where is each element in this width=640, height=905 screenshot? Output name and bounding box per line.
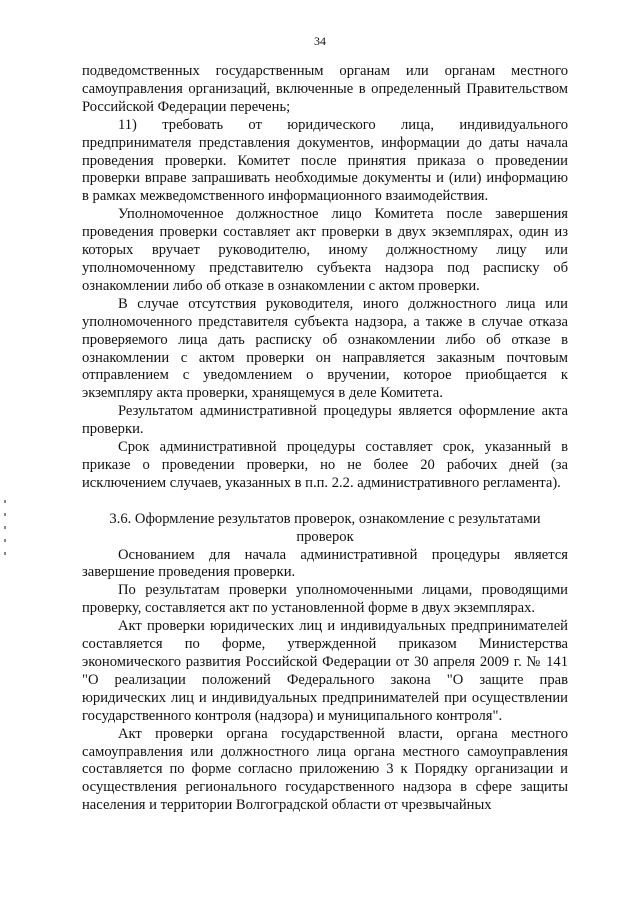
page-number: 34 <box>314 34 326 48</box>
section-heading: 3.6. Оформление результатов проверок, ознакомление с результатами проверок <box>109 510 541 545</box>
paragraph: В случае отсутствия руководителя, иного должностного лица или уполномоченного представителя субъекта надзора, а также в случае отказа проверяемого лица дать расписку об ознакомлении либо об отказе в ознакомлении с актом проверки он направляется заказным почтовым отправлением с уведомлением о вручении, которое приобщается к экземпляру акта проверки, хранящемуся в деле Комитета. <box>82 295 568 402</box>
paragraph: Акт проверки органа государственной власти, органа местного самоуправления или должностного лица органа местного самоуправления составляется по форме согласно приложению 3 к Порядку организации и осуществления регионального государственного надзора в сфере защиты населения и территории Волгоградской области от чрезвычайных <box>82 725 568 814</box>
paragraph: Срок административной процедуры составляет срок, указанный в приказе о проведении проверки, но не более 20 рабочих дней (за исключением случаев, указанных в п.п. 2.2. административного регламента). <box>82 439 568 491</box>
paragraph: Акт проверки юридических лиц и индивидуальных предпринимателей составляется по форме, утвержденной приказом Министерства экономического развития Российской Федерации от 30 апреля 2009 г. № 141 "О реализации положений Федерального закона "О защите прав юридических лиц и индивидуальных предпринимателей при осуществлении государственного контроля (надзора) и муниципального контроля". <box>82 618 568 724</box>
paragraph: Уполномоченное должностное лицо Комитета после завершения проведения проверки составляет акт проверки в двух экземплярах, один из которых вручает руководителю, иному должностному лицу или уполномоченному представителю субъекта надзора под расписку об ознакомлении либо об отказе в ознакомлении с актом проверки. <box>82 206 568 294</box>
document-body <box>82 63 568 815</box>
paragraph: Основанием для начала административной процедуры является завершение проведения проверки. <box>82 546 568 581</box>
paragraph: 11) требовать от юридического лица, индивидуального предпринимателя представления документов, информации до даты начала проведения проверки. Комитет после принятия приказа о проведении проверки вправе запрашивать необходимые документы и (или) информацию в рамках межведомственного информационного взаимодействия. <box>82 116 568 205</box>
paragraph: По результатам проверки уполномоченными лицами, проводящими проверку, составляется акт по установленной форме в двух экземплярах. <box>82 582 568 617</box>
paragraph: подведомственных государственным органам или органам местного самоуправления организаций, включенные в определенный Правительством Российской Федерации перечень; <box>82 63 568 115</box>
margin-marks <box>4 500 8 565</box>
paragraph: Результатом административной процедуры является оформление акта проверки. <box>82 403 568 438</box>
